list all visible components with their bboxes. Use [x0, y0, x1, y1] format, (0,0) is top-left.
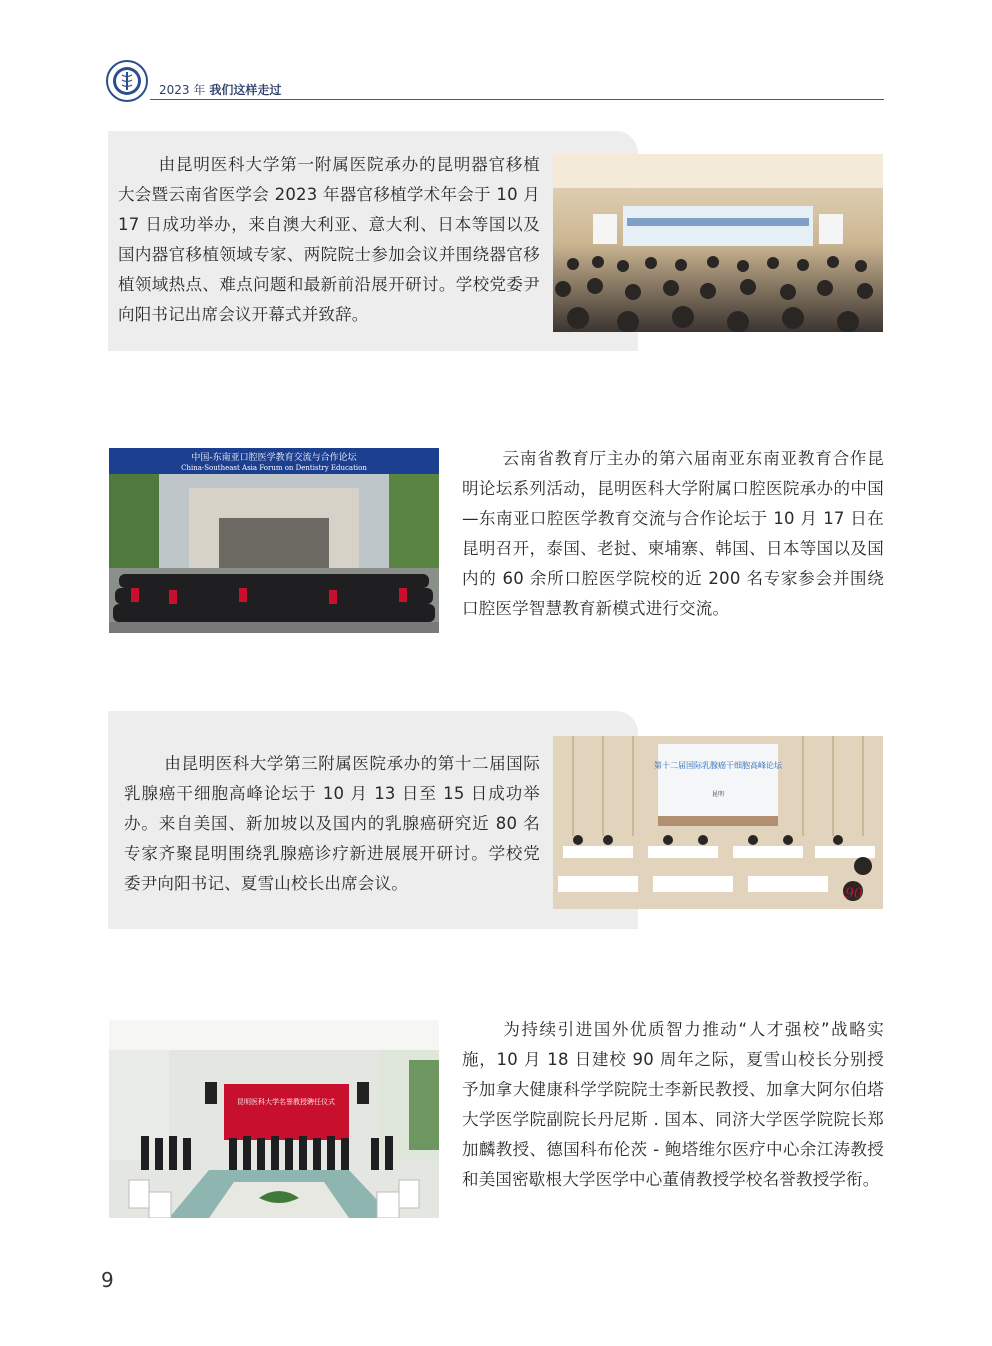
banner-title-en: China-Southeast Asia Forum on Dentistry Education	[181, 464, 367, 472]
svg-text:90: 90	[845, 886, 863, 902]
header-year: 2023 年	[159, 83, 206, 97]
screen-subtitle: 昆明	[711, 791, 725, 798]
honorary-professor-ceremony-photo	[109, 1020, 439, 1218]
header-divider	[150, 99, 884, 100]
breast-cancer-forum-photo	[553, 736, 883, 909]
section-3-text: 由昆明医科大学第三附属医院承办的第十二届国际乳腺癌干细胞高峰论坛于 10 月 13 日至 15 日成功举办。来自美国、新加坡以及国内的乳腺癌研究近 80 名专家齐聚昆明围绕乳腺癌诊疗新进展展开研讨。学校党委尹向阳书记、夏雪山校长出席会议。	[124, 754, 540, 893]
dentistry-forum-group-photo	[109, 448, 439, 633]
page-header	[106, 60, 884, 104]
header-subtitle: 我们这样走过	[209, 83, 282, 97]
header-title	[159, 81, 281, 98]
organ-transplant-conference-photo	[553, 154, 883, 332]
section-4-text: 为持续引进国外优质智力推动“人才强校”战略实施，10 月 18 日建校 90 周年之际，夏雪山校长分别授予加拿大健康科学学院院士李新民教授、加拿大阿尔伯塔大学医学院副院长丹尼斯 . 国本、同济大学医学院院长郑加麟教授、德国科布伦茨 - 鲍塔维尔医疗中心余江涛教授和美国密歇根大学医学中心董倩教授学校名誉教授学衔。	[462, 1020, 884, 1189]
section-2-text: 云南省教育厅主办的第六届南亚东南亚教育合作昆明论坛系列活动，昆明医科大学附属口腔医院承办的中国—东南亚口腔医学教育交流与合作论坛于 10 月 17 日在昆明召开，泰国、老挝、柬埔寨、韩国、日本等国以及国内的 60 余所口腔医学院校的近 200 名专家参会并围绕口腔医学智慧教育新模式进行交流。	[462, 449, 884, 618]
section-1-text: 由昆明医科大学第一附属医院承办的昆明器官移植大会暨云南省医学会 2023 年器官移植学术年会于 10 月 17 日成功举办，来自澳大利亚、意大利、日本等国以及国内器官移植领域专家、两院院士参加会议并围绕器官移植领域热点、难点问题和最新前沿展开研讨。学校党委尹向阳书记出席会议开幕式并致辞。	[118, 155, 540, 324]
stage-screen-title: 昆明医科大学名誉教授聘任仪式	[237, 1098, 335, 1106]
screen-title: 第十二届国际乳腺癌干细胞高峰论坛	[654, 761, 782, 770]
page-number: 9	[101, 1268, 114, 1292]
banner-title-cn: 中国-东南亚口腔医学教育交流与合作论坛	[191, 453, 357, 463]
university-logo	[106, 60, 148, 102]
